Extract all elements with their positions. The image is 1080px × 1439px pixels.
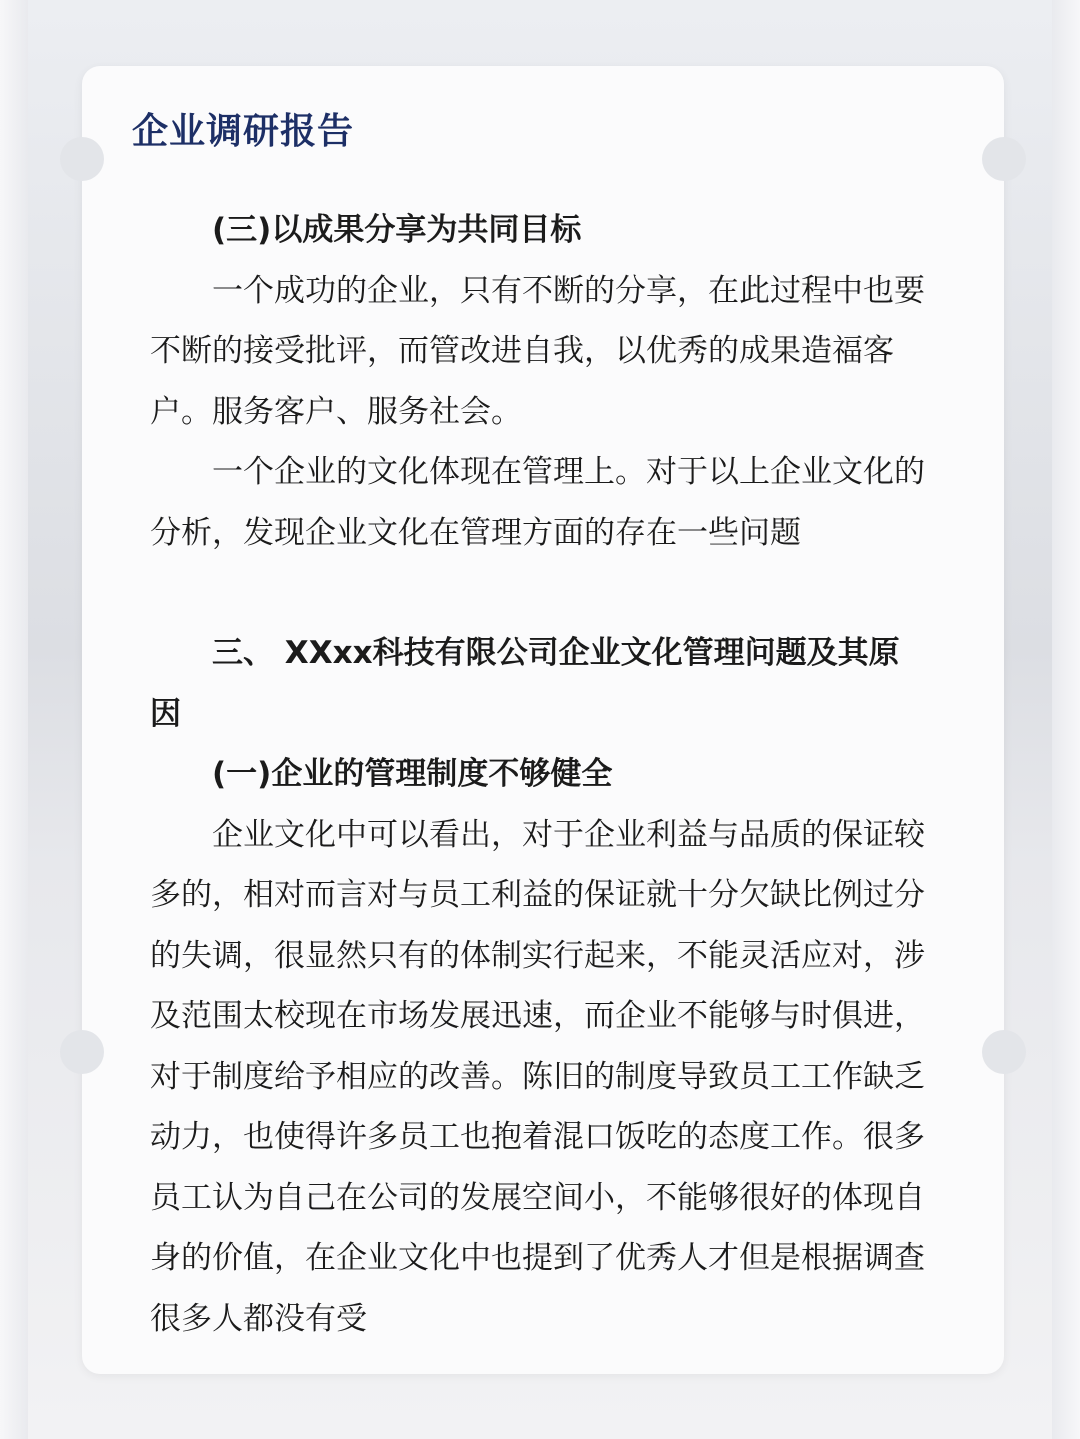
document-body [150,200,930,1349]
section-gap [150,563,930,623]
card-notch-left-bottom [60,1030,104,1074]
card-notch-left-top [60,137,104,181]
section-heading-shared-goals: (三)以成果分享为共同目标 [212,212,582,248]
paragraph-culture-management: 一个企业的文化体现在管理上。对于以上企业文化的分析，发现企业文化在管理方面的存在一些问题 [150,454,925,551]
paragraph-management-system: 企业文化中可以看出，对于企业利益与品质的保证较多的，相对而言对与员工利益的保证就十分欠缺比例过分的失调，很显然只有的体制实行起来，不能灵活应对，涉及范围太校现在市场发展迅速，而企业不能够与时俱进，对于制度给予相应的改善。陈旧的制度导致员工工作缺乏动力，也使得许多员工也抱着混口饭吃的态度工作。很多员工认为自己在公司的发展空间小，不能够很好的体现自身的价值，在企业文化中也提到了优秀人才但是根据调查很多人都没有受 [150,816,925,1337]
section-heading-management-system: (一)企业的管理制度不够健全 [212,756,613,792]
document-title: 企业调研报告 [132,111,355,152]
backdrop-left-stripe [0,0,28,1439]
backdrop-right-stripe [1052,0,1080,1439]
card-notch-right-bottom [982,1030,1026,1074]
paragraph-sharing-success: 一个成功的企业，只有不断的分享，在此过程中也要不断的接受批评，而管改进自我，以优秀的成果造福客户。服务客户、服务社会。 [150,272,925,430]
chapter-heading-problems: 三、 XXxx科技有限公司企业文化管理问题及其原因 [150,635,900,732]
card-notch-right-top [982,137,1026,181]
